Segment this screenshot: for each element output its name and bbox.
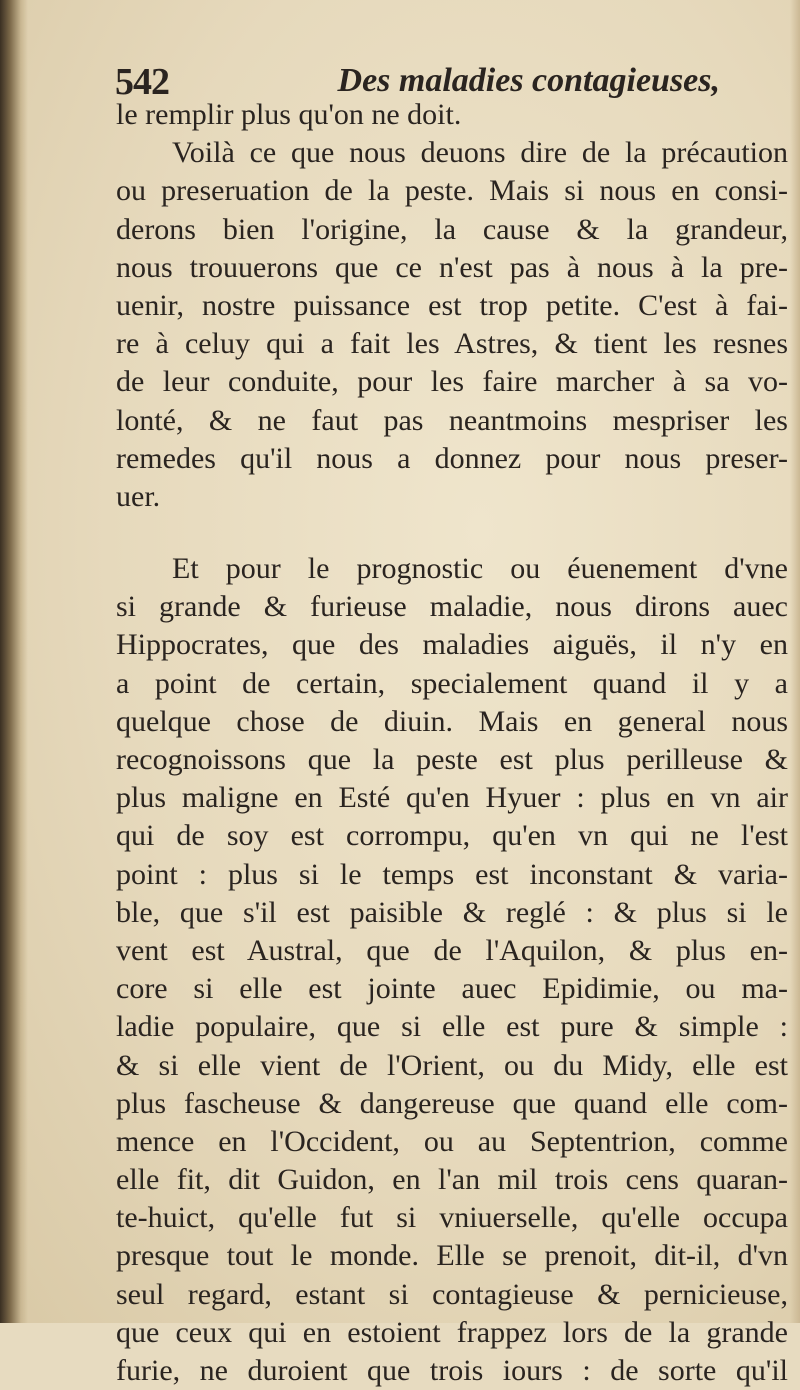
page-number: 542 [115, 61, 169, 103]
text-line: quelque chose de diuin. Mais en general nous [116, 704, 788, 738]
text-line: & si elle vient de l'Orient, ou du Midy, elle est [116, 1048, 788, 1082]
text-line: re à celuy qui a fait les Astres, & tient les resnes [116, 327, 788, 361]
text-line: Et pour le prognostic ou éuenement d'vne [172, 552, 788, 586]
running-head: Des maladies contagieuses, [337, 62, 720, 99]
text-line: furie, ne duroient que trois iours : de sorte qu'il [116, 1354, 788, 1387]
text-line: seul regard, estant si contagieuse & pernicieuse, [116, 1277, 788, 1311]
text-line: ou preseruation de la peste. Mais si nous en consi- [116, 174, 788, 208]
binding-shadow [0, 0, 28, 1323]
text-line: lonté, & ne faut pas neantmoins mespriser les [116, 403, 788, 437]
text-line: te-huict, qu'elle fut si vniuerselle, qu'elle occupa [116, 1201, 788, 1235]
body-text [116, 96, 788, 1390]
text-line: point : plus si le temps est inconstant & varia- [116, 857, 788, 891]
text-line: ble, que s'il est paisible & reglé : & plus si le [116, 895, 788, 929]
text-line: a point de certain, specialement quand il y a [116, 666, 788, 700]
text-line: si grande & furieuse maladie, nous dirons auec [116, 590, 788, 624]
text-line: qui de soy est corrompu, qu'en vn qui ne l'est [116, 819, 788, 853]
text-line: recognoissons que la peste est plus perilleuse & [116, 743, 788, 776]
text-line: plus maligne en Esté qu'en Hyuer : plus en vn air [116, 781, 788, 815]
text-line: presque tout le monde. Elle se prenoit, dit-il, d'vn [116, 1239, 788, 1273]
text-line: uer. [116, 479, 161, 513]
text-line: plus fascheuse & dangereuse que quand elle com- [116, 1086, 788, 1120]
text-line: ladie populaire, que si elle est pure & simple : [116, 1010, 788, 1044]
page-edge [790, 0, 800, 1323]
text-line: vent est Austral, que de l'Aquilon, & plus en- [116, 933, 788, 967]
text-line: mence en l'Occident, ou au Septentrion, comme [116, 1124, 788, 1158]
text-line: que ceux qui en estoient frappez lors de la grande [116, 1315, 788, 1349]
text-line: nous trouuerons que ce n'est pas à nous à la pre- [116, 250, 788, 284]
paragraph-gap [116, 516, 788, 550]
text-line: uenir, nostre puissance est trop petite. C'est à fai- [116, 288, 788, 322]
text-line: elle fit, dit Guidon, en l'an mil trois cens quaran- [116, 1163, 788, 1197]
text-line: Voilà ce que nous deuons dire de la précaution [172, 136, 788, 170]
text-line: de leur conduite, pour les faire marcher à sa vo- [116, 365, 788, 399]
text-line: le remplir plus qu'on ne doit. [116, 98, 462, 131]
text-line: core si elle est jointe auec Epidimie, ou ma- [116, 972, 788, 1006]
text-line: derons bien l'origine, la cause & la grandeur, [116, 212, 788, 246]
text-line: remedes qu'il nous a donnez pour nous preser- [116, 441, 788, 475]
text-line: Hippocrates, que des maladies aiguës, il n'y en [116, 628, 788, 662]
page-header [110, 50, 720, 103]
